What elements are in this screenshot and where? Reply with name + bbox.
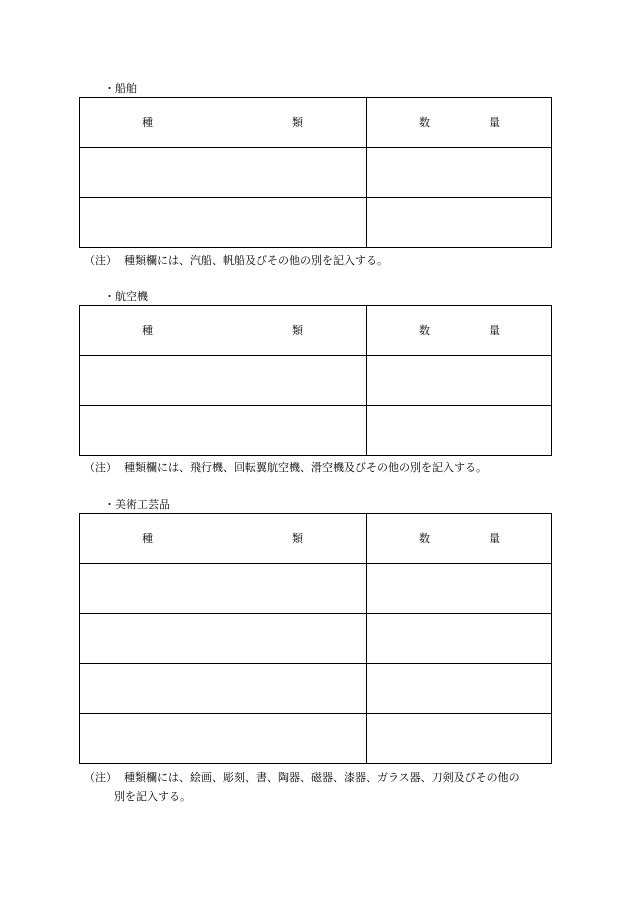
quantity-cell[interactable] — [367, 148, 552, 198]
quantity-header — [367, 514, 552, 564]
kind-header-right: 類 — [292, 532, 303, 545]
note-text: 種類欄には、絵画、彫刻、書、陶器、磁器、漆器、ガラス器、刀剣及びその他の — [124, 771, 520, 784]
quantity-cell[interactable] — [367, 356, 552, 406]
note-text: 種類欄には、汽船、帆船及びその他の別を記入する。 — [124, 254, 388, 267]
kind-header — [80, 98, 367, 148]
quantity-cell[interactable] — [367, 664, 552, 714]
section-heading-artworks: ・美術工芸品 — [104, 498, 170, 511]
quantity-header-right: 量 — [489, 532, 500, 545]
table-header-row — [80, 98, 552, 148]
aircraft-note — [84, 458, 487, 477]
kind-header-right: 類 — [292, 116, 303, 129]
quantity-header — [367, 98, 552, 148]
table-header-row — [80, 514, 552, 564]
ships-table — [79, 97, 552, 248]
kind-header-left: 種 — [142, 532, 153, 545]
table-row — [80, 714, 552, 764]
note-text: 種類欄には、飛行機、回転翼航空機、滑空機及びその他の別を記入する。 — [124, 461, 487, 474]
quantity-cell[interactable] — [367, 614, 552, 664]
table-row — [80, 564, 552, 614]
kind-cell[interactable] — [80, 148, 367, 198]
note-text-continued: 別を記入する。 — [114, 790, 191, 803]
note-tag: （注） — [84, 461, 117, 474]
artworks-note — [84, 768, 520, 806]
quantity-cell[interactable] — [367, 406, 552, 456]
table-row — [80, 406, 552, 456]
artworks-table — [79, 513, 552, 764]
aircraft-table — [79, 305, 552, 456]
quantity-cell[interactable] — [367, 198, 552, 248]
quantity-header-left: 数 — [419, 324, 430, 337]
note-tag: （注） — [84, 771, 117, 784]
section-heading-aircraft: ・航空機 — [104, 290, 148, 303]
quantity-header-right: 量 — [489, 324, 500, 337]
kind-cell[interactable] — [80, 714, 367, 764]
kind-header — [80, 306, 367, 356]
ships-note — [84, 251, 388, 270]
table-row — [80, 198, 552, 248]
section-heading-ships: ・船舶 — [104, 82, 137, 95]
kind-cell[interactable] — [80, 614, 367, 664]
quantity-cell[interactable] — [367, 714, 552, 764]
quantity-header-left: 数 — [419, 532, 430, 545]
table-header-row — [80, 306, 552, 356]
kind-header-right: 類 — [292, 324, 303, 337]
kind-cell[interactable] — [80, 664, 367, 714]
quantity-header-left: 数 — [419, 116, 430, 129]
kind-header-left: 種 — [142, 116, 153, 129]
kind-header — [80, 514, 367, 564]
table-row — [80, 356, 552, 406]
quantity-header-right: 量 — [489, 116, 500, 129]
kind-cell[interactable] — [80, 356, 367, 406]
kind-cell[interactable] — [80, 198, 367, 248]
table-row — [80, 148, 552, 198]
kind-header-left: 種 — [142, 324, 153, 337]
quantity-cell[interactable] — [367, 564, 552, 614]
table-row — [80, 614, 552, 664]
note-tag: （注） — [84, 254, 117, 267]
table-row — [80, 664, 552, 714]
quantity-header — [367, 306, 552, 356]
kind-cell[interactable] — [80, 564, 367, 614]
kind-cell[interactable] — [80, 406, 367, 456]
